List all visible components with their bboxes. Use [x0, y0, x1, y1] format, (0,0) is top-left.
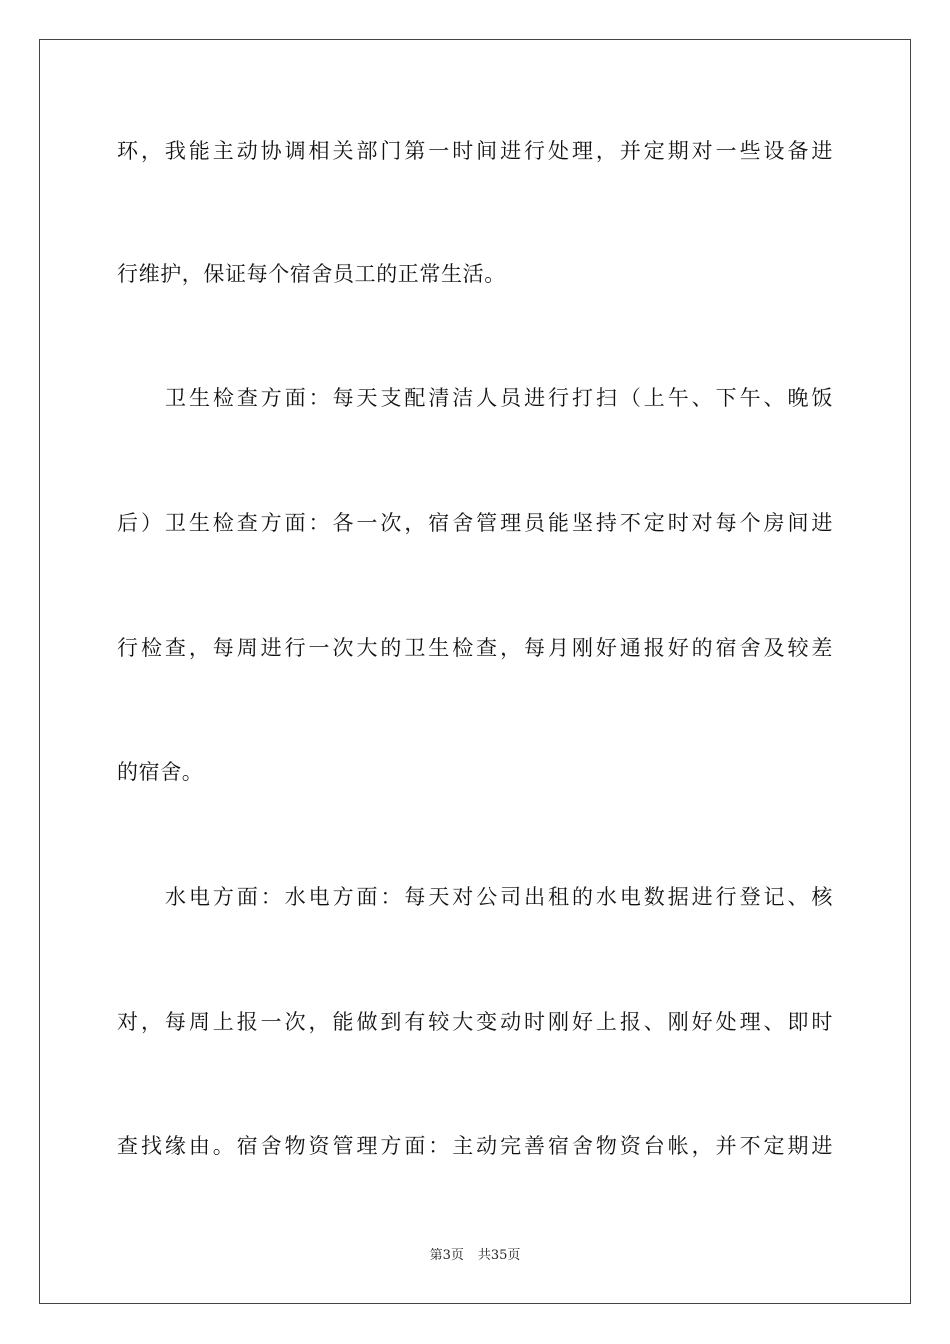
page-total: 共35页 — [477, 1248, 521, 1263]
page-border — [39, 39, 911, 1304]
body-text-line-2: 行维护，保证每个宿舍员工的正常生活。 — [117, 262, 506, 286]
body-text-line-5: 行检查，每周进行一次大的卫生检查，每月刚好通报好的宿舍及较差 — [117, 636, 833, 660]
body-text-line-1: 环，我能主动协调相关部门第一时间进行处理，并定期对一些设备进 — [117, 139, 833, 163]
body-text-line-6: 的宿舍。 — [117, 760, 204, 784]
body-text-line-4: 后）卫生检查方面：各一次，宿舍管理员能坚持不定时对每个房间进 — [117, 511, 833, 535]
body-text-line-9: 查找缘由。宿舍物资管理方面：主动完善宿舍物资台帐，并不定期进 — [117, 1134, 833, 1158]
body-text-line-7: 水电方面：水电方面：每天对公司出租的水电数据进行登记、核 — [165, 885, 833, 909]
page-footer — [0, 1247, 950, 1265]
page-number: 第3页 — [429, 1248, 464, 1263]
body-text-line-8: 对，每周上报一次，能做到有较大变动时刚好上报、刚好处理、即时 — [117, 1010, 833, 1034]
body-text-line-3: 卫生检查方面：每天支配清洁人员进行打扫（上午、下午、晚饭 — [165, 386, 833, 410]
